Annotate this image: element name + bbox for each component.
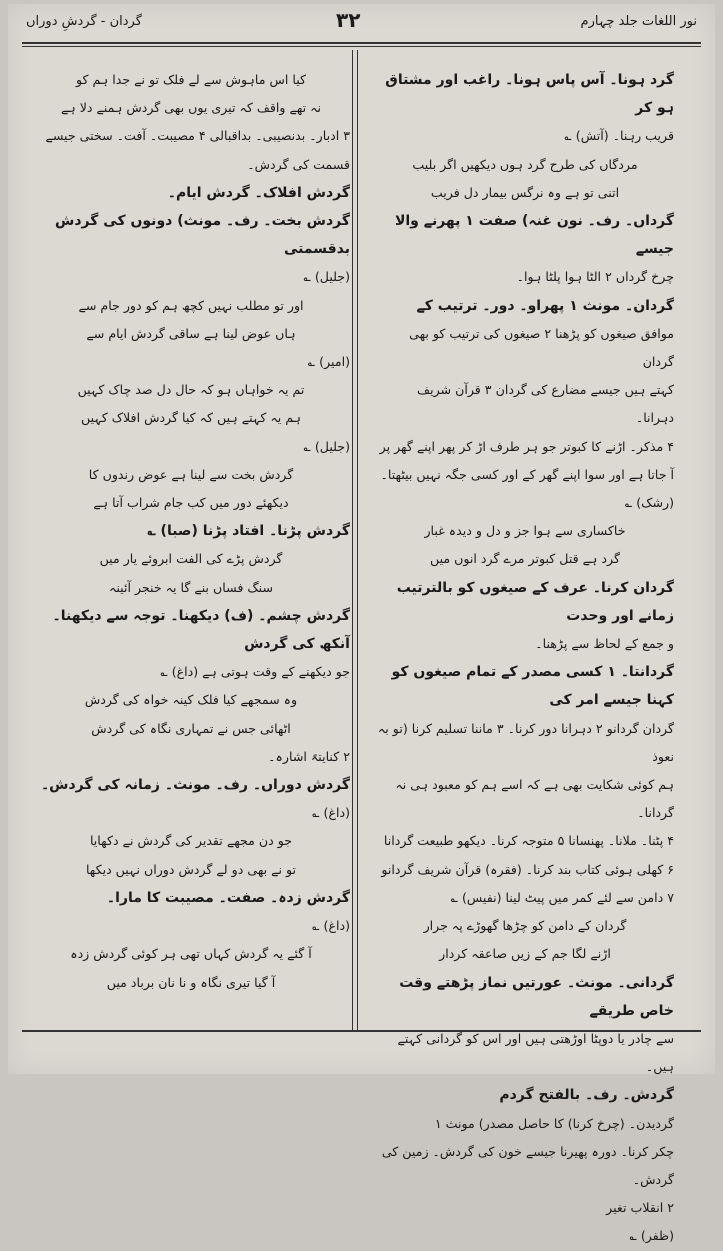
verse-line: آ گئے یہ گردش کہاں تھی ہر کوئی گردش زدہ (70, 946, 312, 962)
headword-line: گردش افلاک۔ گردش ایام۔ (167, 184, 350, 201)
definition-line: ۶ کھلی ہوئی کتاب بند کرنا۔ (فقرہ) قرآن شریف گردانو (381, 861, 674, 877)
verse-line: ہم یہ کہتے ہیں کہ کیا گردش افلاک کہیں (81, 410, 301, 426)
headword-line: گرداں۔ رف۔ نون غنہ) صفت ۱ پھرنے والا جیسے (394, 213, 674, 258)
header-rule (22, 42, 701, 44)
definition-line: (داغ) ؎ (312, 918, 350, 934)
definition-line: قسمت کی گردش۔ (247, 156, 350, 172)
verse-line: اتنی تو ہے وہ نرگس بیمار دل فریب (430, 184, 620, 200)
verse-line: اور تو مطلب نہیں کچھ ہم کو دور جام سے (78, 297, 304, 313)
header-catchwords: گردان - گردشِ دوراں (26, 14, 142, 29)
headword-line: گردش دوراں۔ رف۔ مونث۔ زمانہ کی گردش۔ (40, 777, 350, 794)
verse-line: نہ تھے واقف کہ تیری یوں بھی گردش ہمنے دلا ہے (60, 100, 322, 116)
verse-line: اڑنے لگا جم کے زیں صاعقہ کردار (439, 946, 611, 962)
definition-line: (جلیل) ؎ (303, 438, 350, 454)
definition-line: و جمع کے لحاظ سے پڑھنا۔ (535, 636, 674, 652)
definition-line: چرخ گرداں ۲ الٹا ہوا پلٹا ہوا۔ (516, 269, 674, 285)
verse-line: گردش بخت سے لینا ہے عوض رندوں کا (88, 466, 294, 482)
verse-line: آ گیا تیری نگاہ و نا نان برباد میں (106, 974, 276, 990)
verse-line: مردگاں کی طرح گرد ہوں دیکھیں اگر بلیب (412, 156, 638, 172)
definition-line: ہم کوئی شکایت بھی ہے کہ اسے ہم کو معبود ہی نہ گردانا۔ (395, 777, 674, 821)
page-header (18, 8, 705, 34)
definition-line: ۷ دامن سے لئے کمر میں پیٹ لینا (نفیس) ؎ (450, 889, 674, 905)
left-column (32, 66, 350, 1016)
verse-line: جو دن مجھے تقدیر کی گردش نے دکھایا (89, 833, 293, 849)
page-number: ۳۲ (336, 8, 361, 32)
verse-line: اٹھائی جس نے تمہاری نگاہ کی گردش (91, 720, 291, 736)
definition-line: سے چادر یا دوپٹا اوڑھتی ہیں اور اس کو گردانی کہتے ہیں۔ (397, 1030, 674, 1075)
headword-line: گردان۔ مونث ۱ پھراو۔ دور۔ ترتیب کے (416, 297, 674, 314)
verse-line: دیکھئے دور میں کب جام شراب آتا ہے (93, 495, 289, 511)
definition-line: (جلیل) ؎ (303, 269, 350, 285)
definition-line: گردان گردانو ۲ دہرانا دور کرنا۔ ۳ ماننا تسلیم کرنا (تو بہ نعوذ (377, 720, 674, 764)
definition-line: قریب رہنا۔ (آتش) ؎ (564, 128, 674, 144)
definition-line: ۴ مذکر۔ اڑنے کا کبوتر جو ہر طرف اڑ کر پھر اپنے گھر پر (379, 438, 674, 454)
headword-line: گردش پڑنا۔ افتاد پڑنا (صبا) ؎ (147, 523, 350, 540)
definition-line: موافق صیغوں کو پڑھنا ۲ صیغوں کی ترتیب کو بھی گردان (409, 325, 674, 370)
header-book-title: نور اللغات جلد چہارم (580, 14, 697, 29)
definition-line: کہتے ہیں جیسے مضارع کی گردان ۳ قرآن شریف دہرانا۔ (417, 382, 674, 426)
definition-line: جو دیکھنے کے وقت ہوتی ہے (داغ) ؎ (160, 664, 350, 680)
verse-line: تو نے بھی دو لے گردش دوراں نہیں دیکھا (85, 861, 297, 877)
headword-line: گردانی۔ مونث۔ عورتیں نماز پڑھتے وقت خاص طریقے (399, 974, 674, 1019)
definition-line: ۴ پٹنا۔ ملانا۔ پھنسانا ۵ متوجہ کرنا۔ دیکھو طبیعت گردانا (383, 833, 674, 849)
verse-line: ہاں عوض لینا ہے ساقی گردش ایام سے (86, 325, 296, 341)
headword-line: گردش زدہ۔ صفت۔ مصیبت کا مارا۔ (106, 889, 350, 906)
headword-line: گردش۔ رف۔ بالفتح گردم (499, 1087, 674, 1104)
headword-line: گردانتا۔ ۱ کسی مصدر کے تمام صیغوں کو کہنا جیسے امر کی (391, 664, 674, 709)
headword-line: گردان کرنا۔ عرف کے صیغوں کو بالترتیب زمانے اور وحدت (396, 579, 674, 624)
verse-line: گردان کے دامن کو چڑھا گھوڑے پہ جرار (423, 918, 627, 934)
definition-line: (رشک) ؎ (624, 495, 674, 511)
dictionary-page (8, 4, 715, 1244)
right-column (376, 66, 674, 1244)
header-rule-thin (22, 46, 701, 47)
column-divider-thin (357, 50, 358, 1030)
headword-line: گردش بخت۔ رف۔ مونث) دونوں کی گردش بدقسمتی (55, 213, 350, 258)
headword-line: گرد ہونا۔ آس پاس ہونا۔ راغب اور مشتاق ہو کر (385, 72, 674, 117)
verse-line: تم یہ خواہاں ہو کہ حال دل صد چاک کہیں (77, 382, 305, 398)
verse-line: گردش پڑے کی الفت ابروئے یار میں (99, 551, 283, 567)
definition-line: (ظفر) ؎ (629, 1228, 674, 1244)
definition-line: ۳ ادبار۔ بدنصیبی۔ بداقبالی ۴ مصیبت۔ آفت۔ سختی جیسے (45, 128, 350, 144)
definition-line: (امیر) ؎ (307, 354, 350, 370)
column-divider (352, 50, 353, 1030)
verse-line: گرد ہے قتل کبوتر مرے گرد انوں میں (430, 551, 620, 567)
verse-line: خاکساری سے ہوا جز و دل و دیدہ غبار (424, 523, 626, 539)
definition-line: ۲ کنایتہً اشارہ۔ (268, 748, 350, 764)
verse-line: سنگ فساں بنے گا یہ خنجر آئینہ (108, 579, 274, 595)
definition-line: چکر کرنا۔ دورہ پھیرنا جیسے خون کی گردش۔ زمین کی گردش۔ (381, 1143, 674, 1187)
definition-line: (داغ) ؎ (312, 805, 350, 821)
verse-line: کیا اس ماہوش سے لے فلک تو نے جدا ہم کو (75, 72, 307, 87)
definition-line: ۲ انقلاب تغیر (606, 1200, 674, 1216)
definition-line: آ جاتا ہے اور سوا اپنے گھر کے اور کسی جگہ نہیں بیٹھتا۔ (380, 466, 674, 482)
definition-line: گردیدن۔ (چرخ کرنا) کا حاصل مصدر) مونث ۱ (434, 1115, 674, 1131)
verse-line: وہ سمجھے کیا فلک کینہ خواہ کی گردش (84, 692, 298, 708)
headword-line: گردش چشم۔ (ف) دیکھنا۔ توجہ سے دیکھنا۔ آنکھ کی گردش (52, 607, 350, 653)
